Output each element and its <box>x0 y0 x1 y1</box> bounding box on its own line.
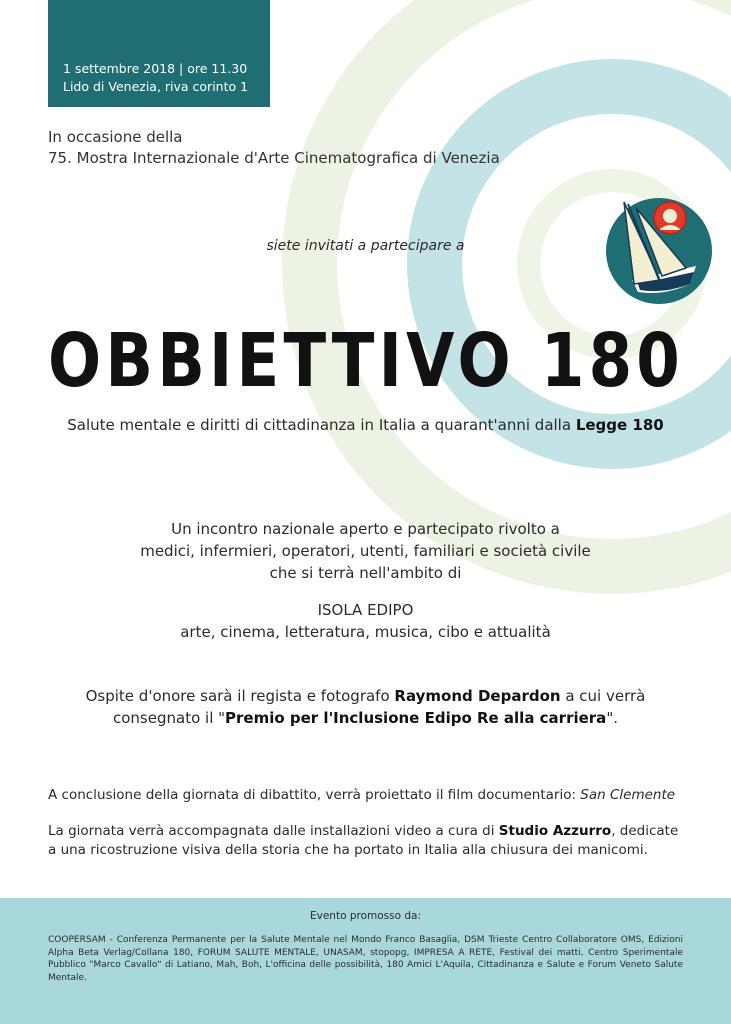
subtitle-text: Salute mentale e diritti di cittadinanza in Italia a quarant'anni dalla <box>67 416 576 434</box>
event-line-1: Un incontro nazionale aperto e partecipato rivolto a <box>171 520 560 538</box>
guest-intro: Ospite d'onore sarà il regista e fotografo <box>85 687 395 705</box>
footer-title: Evento promosso da: <box>309 910 421 922</box>
footer-promoters <box>0 898 731 1024</box>
installations-line-2: a una ricostruzione visiva della storia che ha portato in Italia alla chiusura dei manicomi. <box>48 842 648 858</box>
event-title-text: OBBIETTIVO 180 <box>48 318 684 404</box>
event-line-2: medici, infermieri, operatori, utenti, familiari e società civile <box>140 542 591 560</box>
guest-line-2 <box>0 707 731 729</box>
studio-name: Studio Azzurro <box>498 823 612 839</box>
film-title: San Clemente <box>580 787 676 803</box>
event-line-3: che si terrà nell'ambito di <box>269 564 462 582</box>
occasion-line-1: In occasione della <box>48 128 183 146</box>
subtitle-law: Legge 180 <box>575 416 664 434</box>
isola-edipo-block <box>0 599 731 643</box>
occasion-text <box>48 127 500 169</box>
guest-line-1 <box>0 685 731 707</box>
event-subtitle <box>0 416 731 434</box>
date-location-box <box>48 0 270 107</box>
guest-name: Raymond Depardon <box>394 687 561 705</box>
footer-promoters-list: COOPERSAM - Conferenza Permanente per la Salute Mentale nel Mondo Franco Basaglia, DSM Trieste Centro Collaboratore OMS, Edizioni Alpha Beta Verlag/Collana 180, FORUM SALUTE MENTALE, UNASAM, stopopg, IMPRESA A RETE, Festival dei matti, Centro Sperimentale Pubblico "Marco Cavallo" di Latiano, Mah, Boh, L'officina delle possibilità, 180 Amici L'Aquila, Cittadinanza e Salute e Forum Veneto Salute Mentale. <box>48 935 683 983</box>
event-location: Lido di Venezia, riva corinto 1 <box>63 79 249 94</box>
event-date: 1 settembre 2018 | ore 11.30 <box>63 61 248 76</box>
award-intro: consegnato il " <box>113 709 226 727</box>
isola-description: arte, cinema, letteratura, musica, cibo e attualità <box>180 623 551 641</box>
event-title <box>48 318 688 404</box>
installations-line-1 <box>48 822 678 841</box>
sailboat-logo-icon <box>604 196 714 306</box>
installations-paragraph <box>48 822 678 860</box>
installations-intro-end: , dedicate <box>611 823 679 839</box>
isola-name: ISOLA EDIPO <box>317 601 414 619</box>
event-description <box>0 518 731 584</box>
film-text: A conclusione della giornata di dibattito, verrà proiettato il film documentario: <box>48 787 581 803</box>
award-name: Premio per l'Inclusione Edipo Re alla carriera <box>225 709 607 727</box>
invitation-line: siete invitati a partecipare a <box>266 238 465 254</box>
installations-intro: La giornata verrà accompagnata dalle installazioni video a cura di <box>48 823 499 839</box>
film-paragraph <box>48 786 675 805</box>
occasion-line-2: 75. Mostra Internazionale d'Arte Cinematografica di Venezia <box>48 149 500 167</box>
guest-intro-end: a cui verrà <box>560 687 646 705</box>
guest-of-honor-block <box>0 685 731 729</box>
award-end: ". <box>606 709 618 727</box>
